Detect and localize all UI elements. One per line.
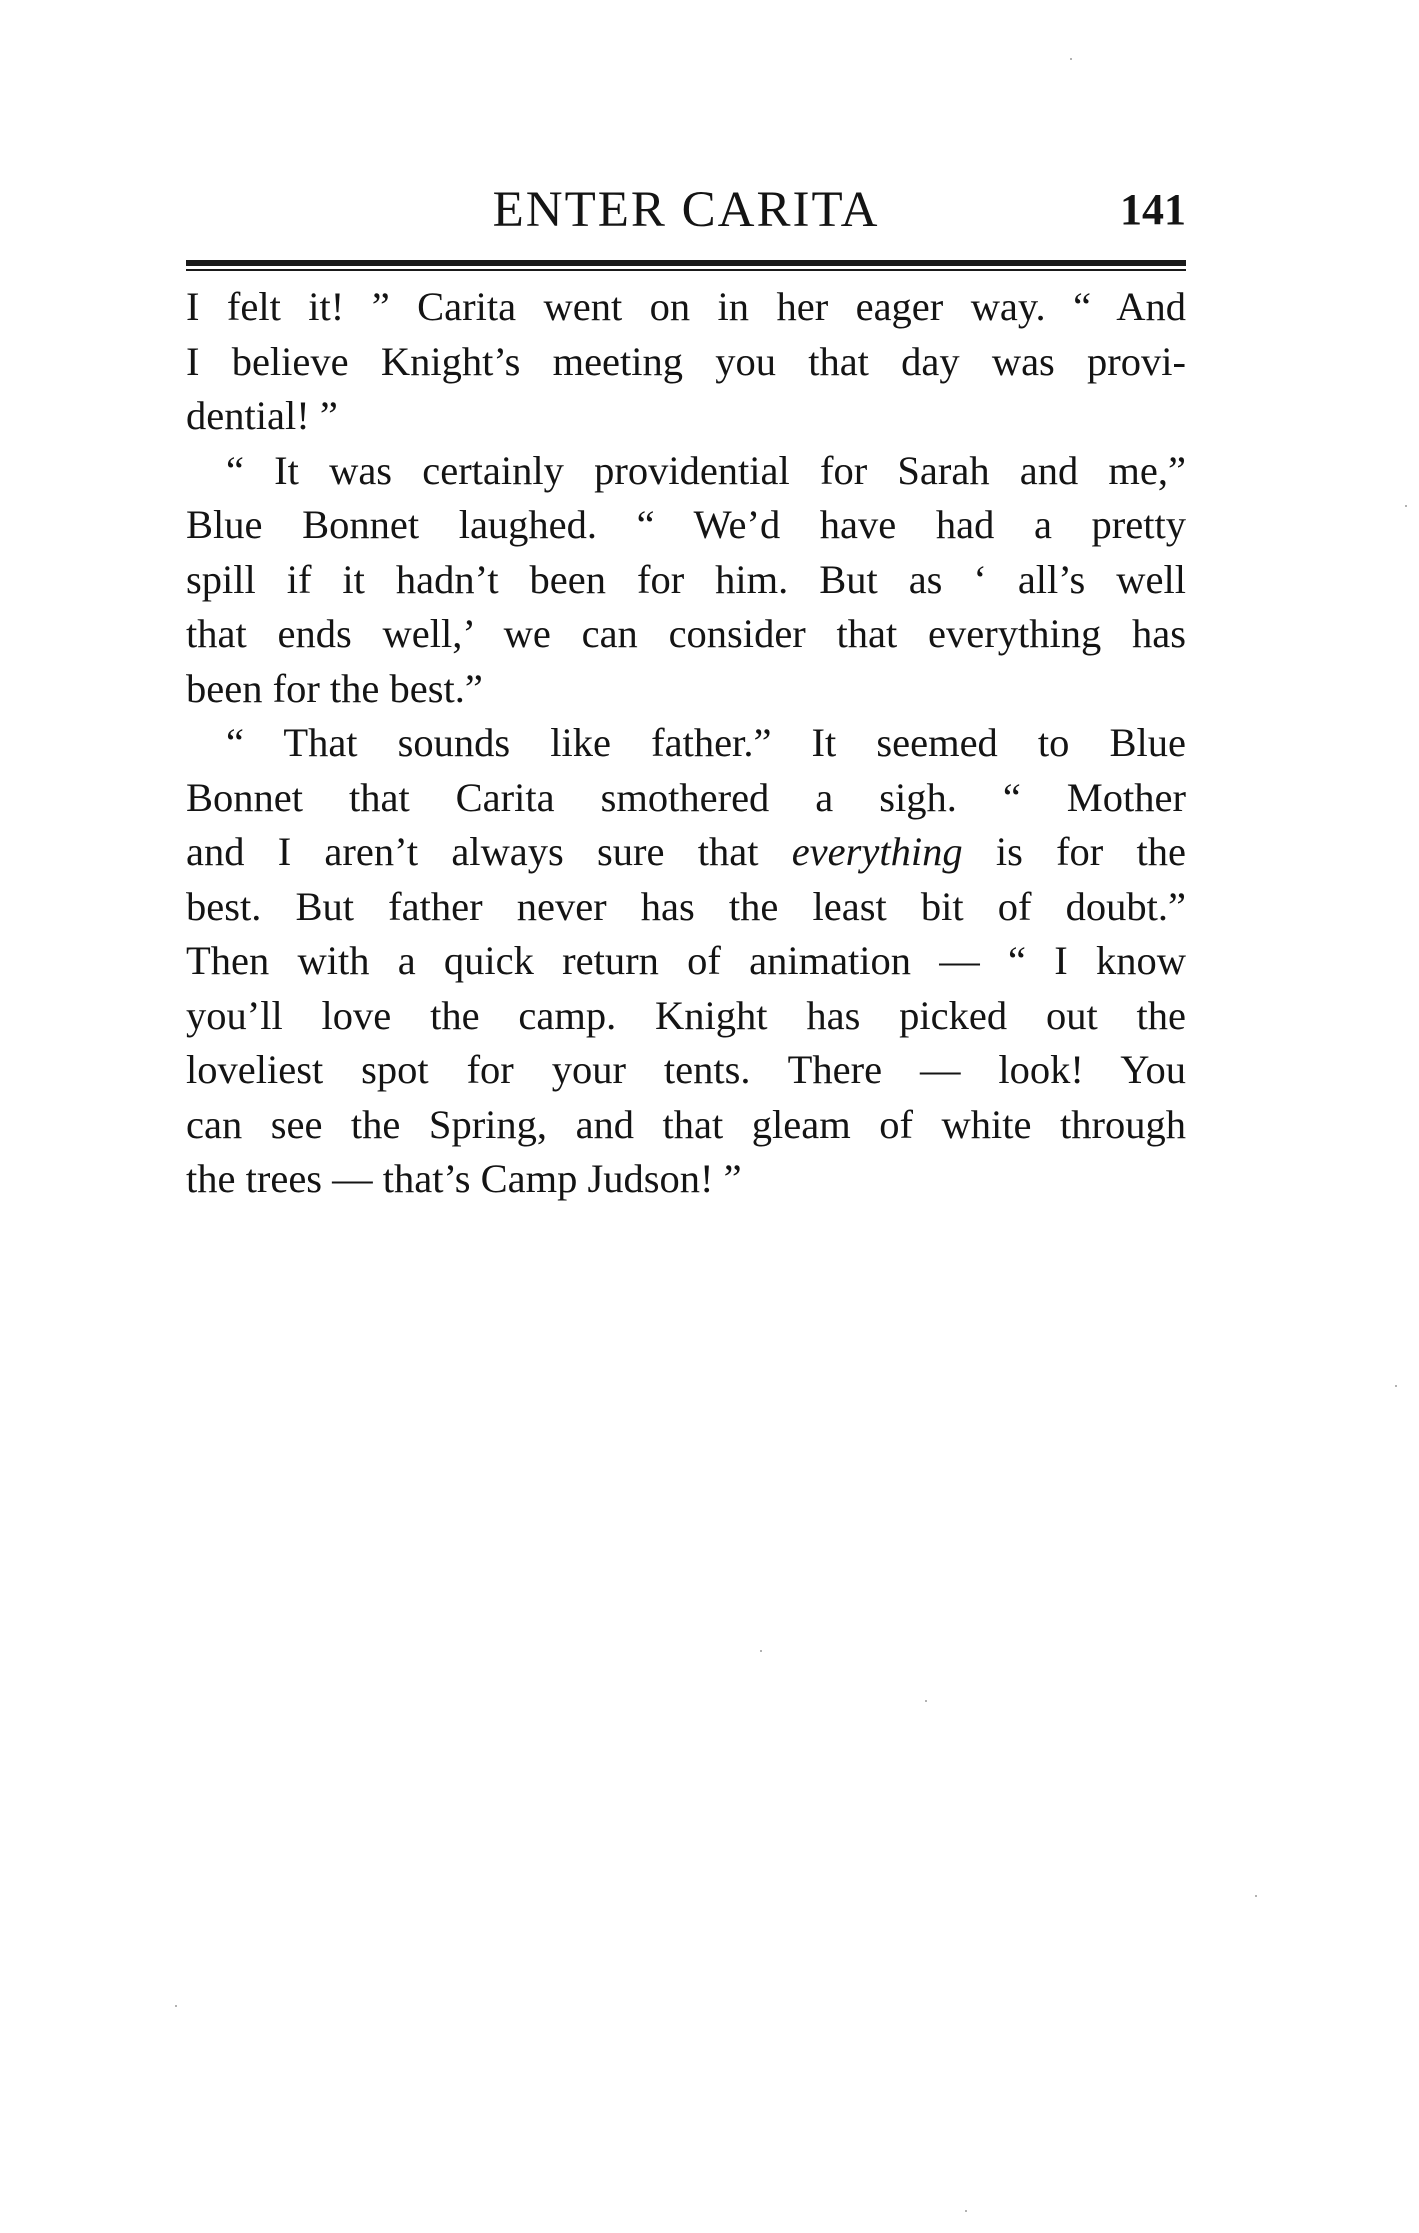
text-line <box>186 825 1186 880</box>
text-run: and I aren’t always sure that <box>186 829 792 874</box>
text-line: spill if it hadn’t been for him. But as ‘ all’s well <box>186 556 1186 602</box>
scan-speck <box>1405 505 1407 507</box>
text-line: I felt it! ” Carita went on in her eager way. “ And <box>186 284 1186 329</box>
text-run: is for the <box>962 829 1187 874</box>
scan-speck <box>925 1700 927 1702</box>
page-content <box>186 180 1186 1207</box>
text-line: can see the Spring, and that gleam of white through <box>186 1101 1186 1147</box>
italic-word: everything <box>791 829 963 874</box>
scan-speck <box>1070 58 1072 60</box>
text-line: best. But father never has the least bit of doubt.” <box>186 883 1186 929</box>
page-number: 141 <box>1120 185 1186 234</box>
body-text <box>186 280 1186 1207</box>
scan-speck <box>175 2005 177 2007</box>
text-line: Bonnet that Carita smothered a sigh. “ Mother <box>186 774 1186 820</box>
scan-speck <box>1395 1385 1397 1387</box>
running-title: ENTER CARITA <box>492 182 880 238</box>
text-line: been for the best.” <box>186 665 483 711</box>
text-line: “ It was certainly providential for Sarah and me,” <box>226 447 1186 493</box>
text-line: I believe Knight’s meeting you that day was provi- <box>186 338 1186 384</box>
text-line: the trees — that’s Camp Judson! ” <box>186 1156 742 1201</box>
text-line: dential! ” <box>186 393 338 438</box>
text-line: that ends well,’ we can consider that everything has <box>186 611 1186 656</box>
running-head <box>186 180 1186 240</box>
scan-speck <box>1255 1895 1257 1897</box>
text-line: Blue Bonnet laughed. “ We’d have had a pretty <box>186 502 1186 547</box>
text-line: loveliest spot for your tents. There — look! You <box>186 1047 1186 1092</box>
text-line: “ That sounds like father.” It seemed to Blue <box>226 720 1186 765</box>
header-rule-thin <box>186 269 1186 271</box>
header-rule-thick <box>186 260 1186 266</box>
scan-speck <box>760 1650 762 1652</box>
scan-speck <box>965 2210 967 2212</box>
text-line: Then with a quick return of animation — “ I know <box>186 938 1186 983</box>
text-line: you’ll love the camp. Knight has picked out the <box>186 992 1186 1038</box>
